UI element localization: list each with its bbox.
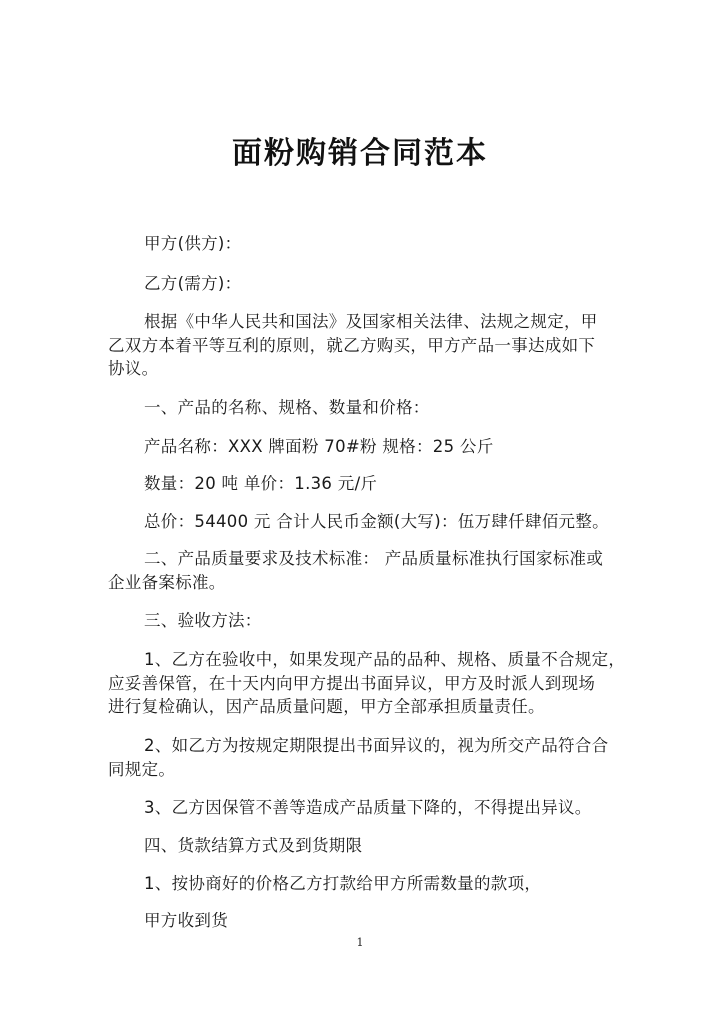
section-3-heading: 三、验收方法： — [144, 611, 262, 630]
clause-3-1-line-2: 应妥善保管，在十天内向甲方提出书面异议，甲方及时派人到现场 — [108, 674, 596, 693]
party-b-line: 乙方(需方)： — [144, 274, 242, 293]
clause-3-1-line-3: 进行复检确认，因产品质量问题，甲方全部承担质量责任。 — [108, 697, 545, 716]
preamble-line-2: 乙双方本着平等互利的原则，就乙方购买，甲方产品一事达成如下 — [108, 336, 596, 355]
clause-4-1-continued: 甲方收到货 — [144, 911, 228, 930]
clause-3-1-line-1: 1、乙方在验收中，如果发现产品的品种、规格、质量不合规定， — [144, 650, 626, 669]
document-title: 面粉购销合同范本 — [232, 136, 488, 171]
party-a-line: 甲方(供方)： — [144, 234, 242, 253]
quantity-price-line: 数量：20 吨 单价：1.36 元/斤 — [144, 474, 378, 493]
page-number: 1 — [356, 936, 364, 949]
preamble-line-1: 根据《中华人民共和国法》及国家相关法律、法规之规定，甲 — [144, 312, 598, 331]
section-4-heading: 四、货款结算方式及到货期限 — [144, 836, 363, 855]
preamble-line-3: 协议。 — [108, 359, 159, 378]
section-2-line-2: 企业备案标准。 — [108, 573, 226, 592]
product-name-line: 产品名称：XXX 牌面粉 70#粉 规格：25 公斤 — [144, 437, 494, 456]
section-1-heading: 一、产品的名称、规格、数量和价格： — [144, 398, 430, 417]
clause-3-2-line-2: 同规定。 — [108, 760, 176, 779]
section-2-line-1: 二、产品质量要求及技术标准： 产品质量标准执行国家标准或 — [144, 549, 604, 568]
total-price-line: 总价：54400 元 合计人民币金额(大写)：伍万肆仟肆佰元整。 — [144, 512, 609, 531]
clause-3-2-line-1: 2、如乙方为按规定期限提出书面异议的，视为所交产品符合合 — [144, 736, 609, 755]
clause-3-3: 3、乙方因保管不善等造成产品质量下降的，不得提出异议。 — [144, 798, 592, 817]
clause-4-1: 1、按协商好的价格乙方打款给甲方所需数量的款项， — [144, 874, 542, 893]
